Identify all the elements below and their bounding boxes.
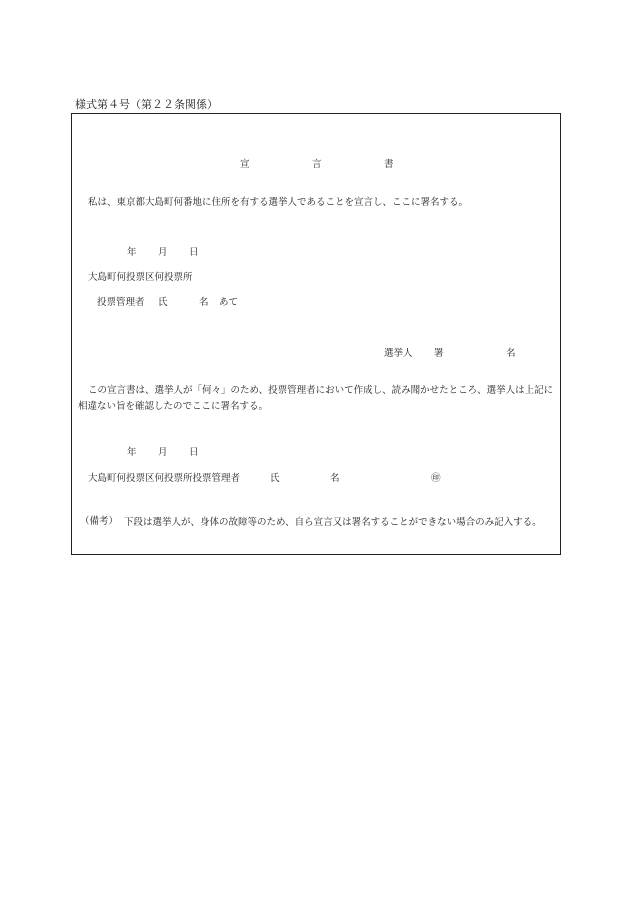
addressee-title: 投票管理者 [97, 297, 145, 308]
manager-shi: 氏 [270, 473, 280, 484]
addressee-shi: 氏 [158, 297, 168, 308]
declaration-text: 私は、東京都大島町何番地に住所を有する選挙人であることを宣言し、ここに署名する。 [88, 197, 469, 208]
elector-label: 選挙人 [384, 348, 413, 359]
date-month-1: 月 [158, 247, 168, 258]
elector-mei: 名 [506, 348, 516, 359]
date-month-2: 月 [158, 447, 168, 458]
addressee-mei: 名 [199, 297, 209, 308]
note-text: 下段は選挙人が、身体の故障等のため、自ら宣言又は署名することができない場合のみ記入する。 [124, 517, 542, 528]
addressee-ate: あて [219, 297, 239, 308]
form-frame [71, 113, 561, 555]
note-label: （備考） [80, 516, 119, 527]
polling-place: 大島町何投票区何投票所 [88, 272, 193, 283]
date-year-1: 年 [127, 247, 137, 258]
title-char-2: 言 [312, 159, 322, 170]
elector-sho: 署 [434, 348, 444, 359]
date-day-2: 日 [189, 447, 199, 458]
form-number-label: 様式第４号（第２２条関係） [75, 98, 218, 111]
manager-label: 大島町何投票区何投票所投票管理者 [88, 473, 241, 484]
title-char-1: 宣 [240, 159, 250, 170]
seal-mark: ㊞ [431, 473, 441, 484]
confirmation-paragraph: この宣言書は、選挙人が「何々」のため、投票管理者において作成し、読み聞かせたところ、選挙人は上記に相違ない旨を確認したのでここに署名する。 [78, 385, 554, 412]
manager-mei: 名 [330, 473, 340, 484]
title-char-3: 書 [384, 159, 394, 170]
date-year-2: 年 [127, 447, 137, 458]
date-day-1: 日 [189, 247, 199, 258]
